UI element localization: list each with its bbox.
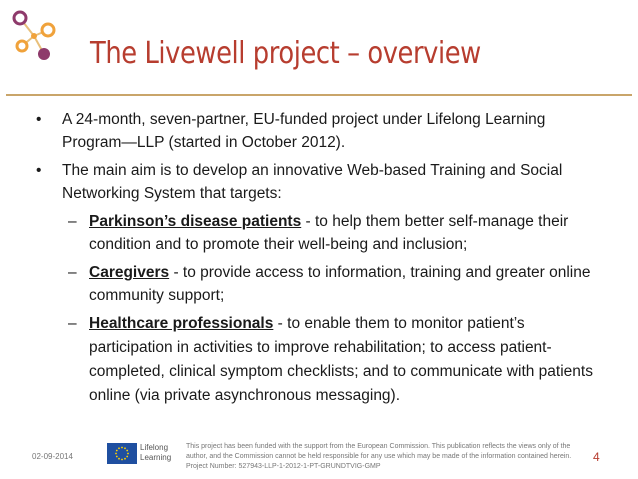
molecule-logo-icon — [6, 8, 62, 64]
sub-bullet-item — [0, 312, 604, 408]
logo-line: Lifelong — [140, 443, 169, 452]
slide-title: The Livewell project – overview — [90, 36, 481, 71]
bullet-item — [0, 108, 602, 154]
sub-bullet-marker: – — [68, 213, 77, 230]
bullet-text: A 24-month, seven-partner, EU-funded project under Lifelong Learning Program—LLP (started in October 2012). — [62, 111, 546, 151]
slide-content — [0, 108, 638, 413]
footer-date: 02-09-2014 — [32, 452, 73, 461]
title-divider — [6, 94, 632, 96]
target-group-label: Healthcare professionals — [89, 315, 274, 332]
bullet-marker: • — [36, 111, 42, 128]
lifelong-learning-logo — [140, 443, 180, 462]
funding-disclaimer: This project has been funded with the support from the European Commission. This publication reflects the views only of the author, and the Commission cannot be held responsible for any use which may be made of the information contained herein. Project Number: 527943-LLP-1-2012-1-PT-GRUNDTVIG-GMP — [186, 443, 572, 470]
sub-bullet-item — [0, 261, 604, 307]
logo-line: Learning — [140, 452, 172, 462]
target-group-label: Caregivers — [89, 264, 170, 281]
bullet-item — [0, 159, 602, 205]
eu-flag-icon — [107, 443, 137, 464]
sub-bullet-text: - to enable them to monitor patient’s participation in activities to improve rehabilitation; to access patient-completed, clinical symptom checklists; and to communicate with patients online (via private asynchronous messaging). — [89, 315, 593, 404]
bullet-text: The main aim is to develop an innovative Web-based Training and Social Networking System that targets: — [62, 162, 563, 202]
sub-bullet-text: - to provide access to information, training and greater online community support; — [89, 264, 591, 304]
sub-bullet-text: - to help them better self-manage their condition and to promote their well-being and inclusion; — [89, 213, 569, 253]
sub-bullet-marker: – — [68, 315, 77, 332]
page-number: 4 — [593, 450, 600, 464]
bullet-marker: • — [36, 162, 42, 179]
sub-bullet-marker: – — [68, 264, 77, 281]
target-group-label: Parkinson’s disease patients — [89, 213, 302, 230]
sub-bullet-item — [0, 210, 604, 256]
